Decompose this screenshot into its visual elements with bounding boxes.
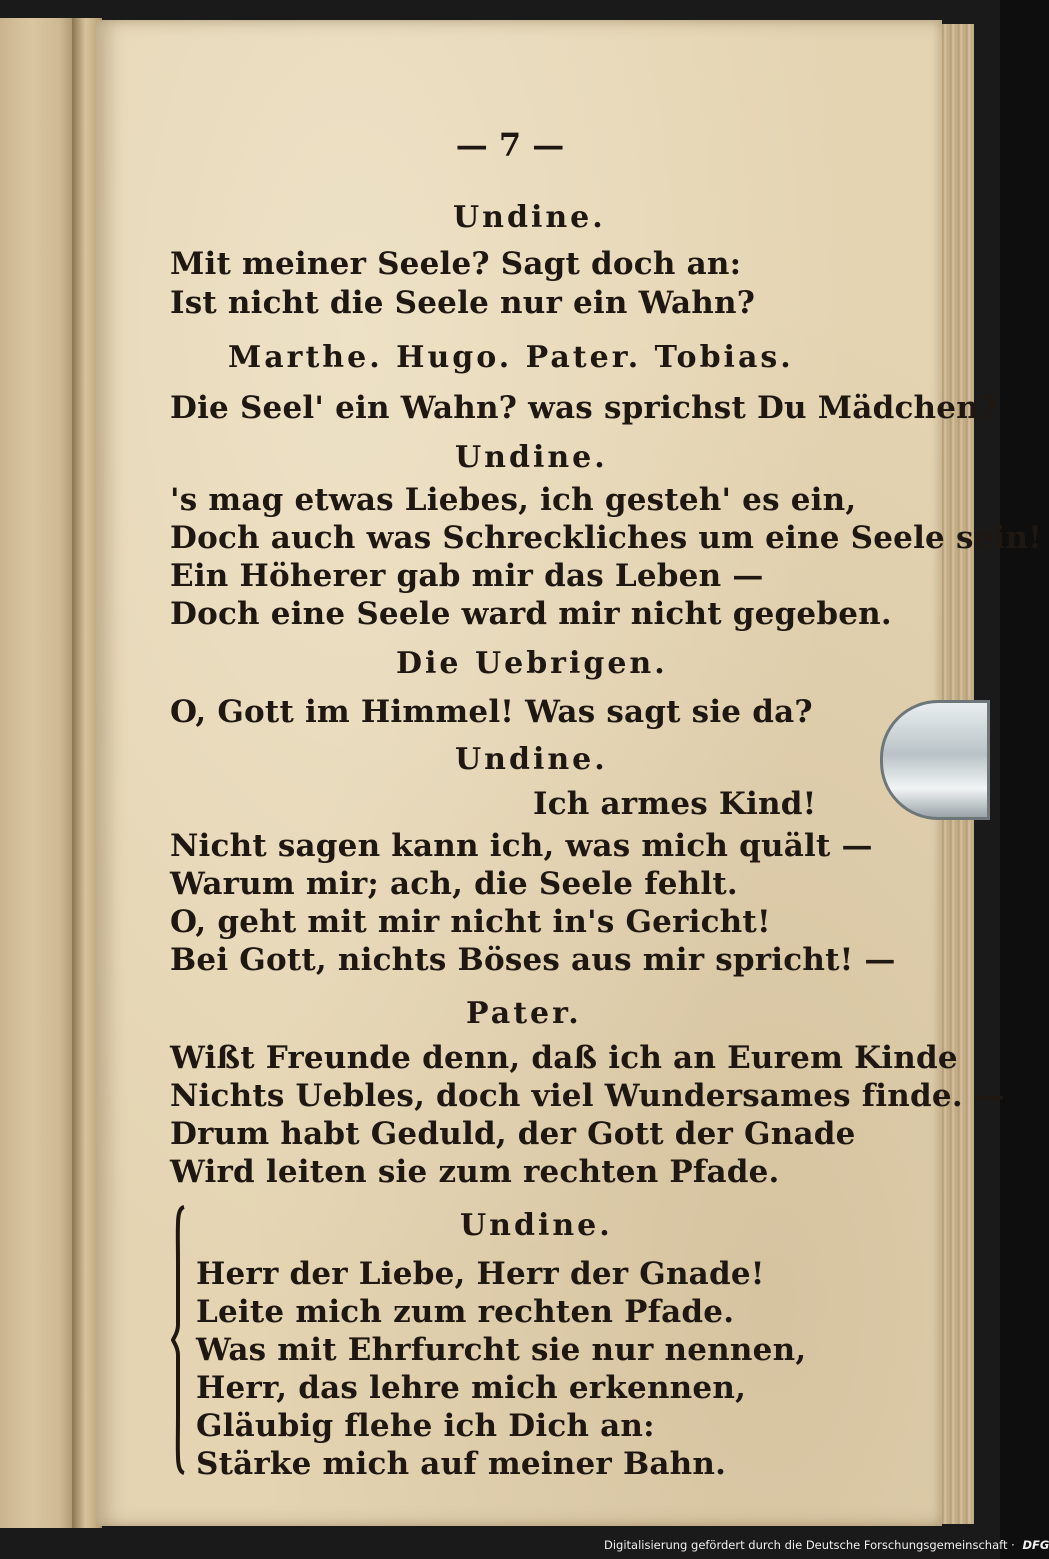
verse-line: Herr der Liebe, Herr der Gnade!: [196, 1256, 765, 1292]
verse-line: Nicht sagen kann ich, was mich quält —: [170, 828, 873, 864]
speaker-heading: Marthe. Hugo. Pater. Tobias.: [228, 340, 794, 375]
speaker-heading: Undine.: [453, 200, 606, 235]
verse-line: Ist nicht die Seele nur ein Wahn?: [170, 285, 756, 321]
verse-line: Ein Höherer gab mir das Leben —: [170, 558, 764, 594]
speaker-heading: Pater.: [466, 996, 582, 1031]
verse-line: Drum habt Geduld, der Gott der Gnade: [170, 1116, 856, 1152]
dfg-logo: DFG: [1022, 1538, 1049, 1552]
verse-line: Stärke mich auf meiner Bahn.: [196, 1446, 727, 1482]
verse-line: Doch auch was Schreckliches um eine Seele sein!: [170, 520, 1043, 556]
verse-line: O, Gott im Himmel! Was sagt sie da?: [170, 694, 813, 730]
verse-line: Doch eine Seele ward mir nicht gegeben.: [170, 596, 892, 632]
verse-line: Mit meiner Seele? Sagt doch an:: [170, 246, 742, 282]
verse-line: Bei Gott, nichts Böses aus mir spricht! —: [170, 942, 896, 978]
page-number: — 7 —: [455, 126, 565, 164]
page-clip: [880, 700, 990, 820]
verse-line: Was mit Ehrfurcht sie nur nennen,: [196, 1332, 807, 1368]
previous-page-edge: [0, 18, 80, 1528]
verse-line: 's mag etwas Liebes, ich gesteh' es ein,: [170, 482, 857, 518]
speaker-heading: Undine.: [460, 1208, 613, 1243]
verse-line: Wird leiten sie zum rechten Pfade.: [170, 1154, 780, 1190]
verse-line: Warum mir; ach, die Seele fehlt.: [170, 866, 738, 902]
verse-bracket: [172, 1205, 186, 1475]
speaker-heading: Die Uebrigen.: [396, 646, 668, 681]
verse-line: O, geht mit mir nicht in's Gericht!: [170, 904, 771, 940]
verse-line: Herr, das lehre mich erkennen,: [196, 1370, 747, 1406]
verse-line: Nichts Uebles, doch viel Wundersames finde. —: [170, 1078, 1006, 1114]
verse-line: Ich armes Kind!: [533, 786, 817, 822]
verse-line: Gläubig flehe ich Dich an:: [196, 1408, 655, 1444]
verse-line: Die Seel' ein Wahn? was sprichst Du Mädchen?: [170, 390, 998, 426]
credit-text: Digitalisierung gefördert durch die Deutsche Forschungsgemeinschaft ·: [604, 1538, 1015, 1552]
digitization-credit: [604, 1536, 1049, 1554]
verse-line: Wißt Freunde denn, daß ich an Eurem Kinde: [170, 1040, 958, 1076]
speaker-heading: Undine.: [455, 440, 608, 475]
speaker-heading: Undine.: [455, 742, 608, 777]
verse-line: Leite mich zum rechten Pfade.: [196, 1294, 735, 1330]
